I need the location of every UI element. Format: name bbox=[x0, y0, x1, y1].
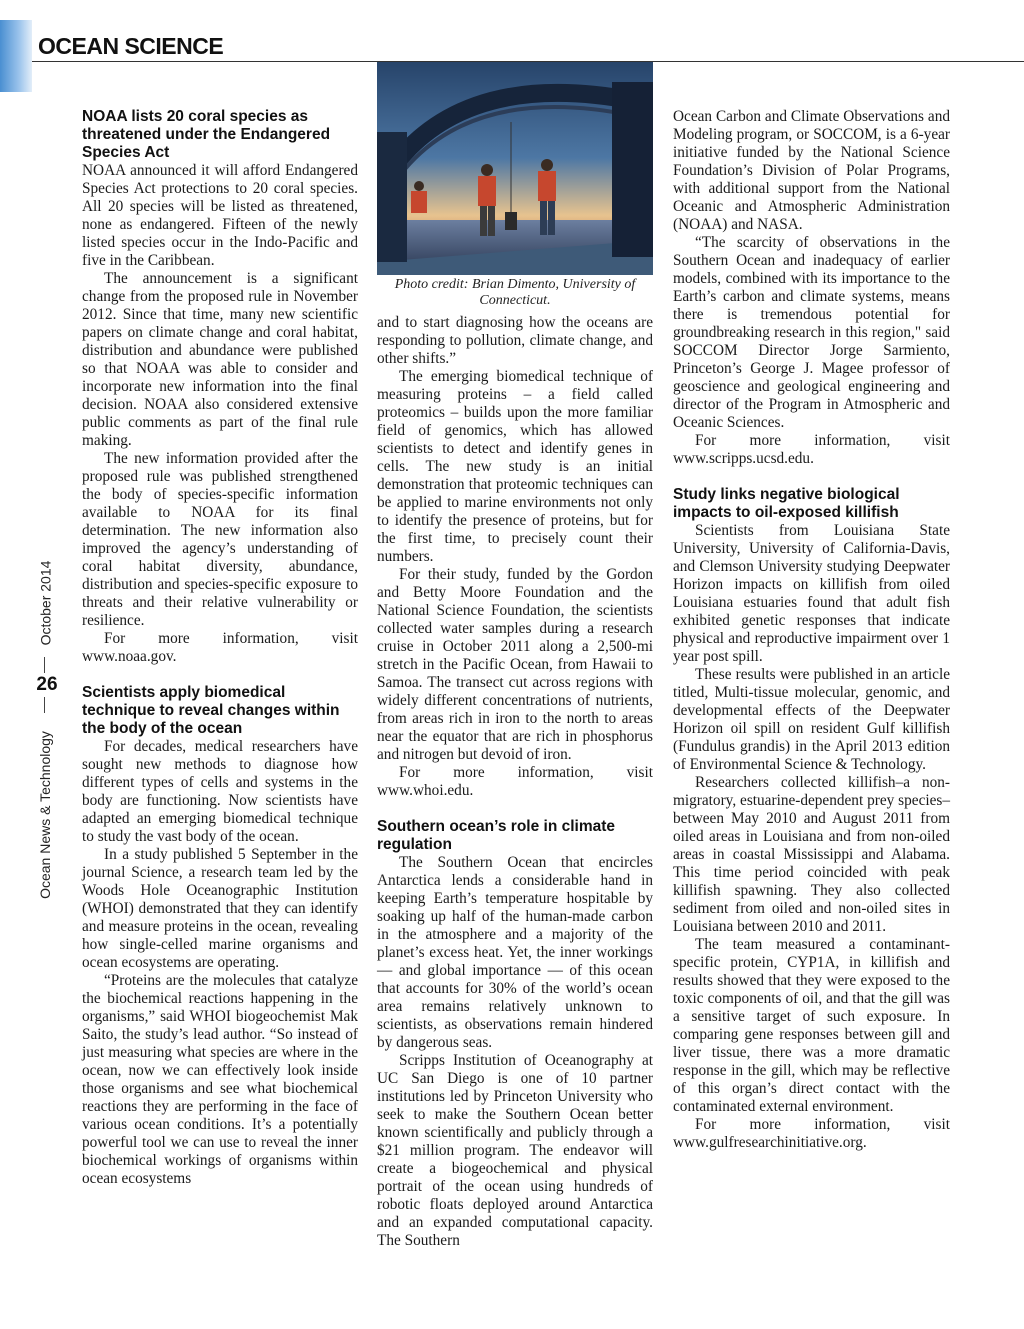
column-1 bbox=[82, 108, 358, 1188]
article-paragraph: For more information, visit www.scripps.ucsd.edu. bbox=[673, 432, 950, 467]
article-headline: Study links negative biological impacts to oil-exposed killifish bbox=[673, 486, 900, 521]
article-paragraph: Scientists from Louisiana State University, University of California-Davis, and Clemson University studying Deepwater Horizon impacts on killifish from oiled Louisiana estuaries found that adult fish exhibited genetic responses that indicate physical and reproductive impairment over 1 year post spill. bbox=[673, 522, 950, 665]
article-paragraph: The Southern Ocean that encircles Antarctica lends a considerable hand in keeping Earth’s temperature hospitable by soaking up half of the human-made carbon in the atmosphere and a majority of the planet’s excess heat. Yet, the inner workings — and global importance — of this ocean that accounts for 30% of the world’s ocean area remains relatively unknown to scientists, as observations remain hindered by dangerous seas. bbox=[377, 854, 653, 1051]
section-tab-accent bbox=[0, 20, 32, 92]
spine-footer bbox=[34, 553, 56, 913]
article-paragraph: The team measured a contaminant-specific protein, CYP1A, in killifish and results showed that they were exposed to the toxic components of oil, and that the gill was a sensitive target of such exposure. In comparing gene responses between gill and liver tissue, there was a more dramatic response in the gill, which may be reflective of this organ’s direct contact with the contaminated external environment. bbox=[673, 936, 950, 1115]
photo-caption: Photo credit: Brian Dimento, University of Connecticut. bbox=[394, 277, 636, 308]
article-paragraph: Ocean Carbon and Climate Observations and Modeling program, or SOCCOM, is a 6-year initiative funded by the National Science Foundation’s Division of Polar Programs, with additional support from the National Oceanic and Atmospheric Administration (NOAA) and NASA. bbox=[673, 108, 950, 233]
article-paragraph: The announcement is a significant change from the proposed rule in November 2012. Since that time, many new scientific papers on climate change and coral habitat, distribution and abundance were published so that NOAA was able to consider and incorporate new information into the final decision. NOAA also considered extensive public comments as part of the final rule making. bbox=[82, 270, 358, 449]
article-headline: Southern ocean’s role in climate regulation bbox=[377, 818, 616, 853]
article-paragraph: The new information provided after the proposed rule was published strengthened the body of species-specific information available to NOAA for its final determination. The new information also improved the agency’s understanding of coral habitat diversity, abundance, distribution and species-specific exposure to threats and their relative vulnerability or resilience. bbox=[82, 450, 358, 629]
article-paragraph: These results were published in an article titled, Multi-tissue molecular, genomic, and developmental effects of the Deepwater Horizon oil spill on resident Gulf killifish (Fundulus grandis) in the April 2013 edition of Environmental Science & Technology. bbox=[673, 666, 950, 773]
article-paragraph: “Proteins are the molecules that catalyze the biochemical reactions happening in the organisms,” said WHOI biogeochemist Mak Saito, the study’s lead author. “So instead of just measuring what species are where in the ocean, now we can effectively look inside those organisms and see what biochemical reactions they are performing in the face of various ocean conditions. It’s a potentially powerful tool we can use to reveal the inner biochemical workings of organisms within ocean ecosystems bbox=[82, 972, 358, 1187]
article-paragraph: For more information, visit www.noaa.gov. bbox=[82, 630, 358, 665]
article-headline: Scientists apply biomedical technique to reveal changes within the body of the ocean bbox=[82, 684, 340, 737]
article-paragraph: For more information, visit www.gulfresearchinitiative.org. bbox=[673, 1116, 950, 1151]
article-paragraph: The emerging biomedical technique of measuring proteins – a field called proteomics – builds upon the more familiar field of genomics, which has allowed scientists to detect and identify genes in cells. The new study is an initial demonstration that proteomic techniques can be applied to marine environments not only to identify the presence of proteins, but for the first time, to precisely count their numbers. bbox=[377, 368, 653, 565]
article-paragraph: “The scarcity of observations in the Southern Ocean and inadequacy of earlier models, combined with its importance to the Earth’s carbon and climate systems, means there is tremendous potential for groundbreaking research in this region," said SOCCOM Director Jorge Sarmiento, Princeton’s George J. Magee professor of geoscience and geological engineering and director of the Program in Atmospheric and Oceanic Sciences. bbox=[673, 234, 950, 431]
research-vessel-photo bbox=[377, 62, 653, 275]
article-photo bbox=[377, 62, 653, 275]
article-paragraph: Researchers collected killifish–a non-migratory, estuarine-dependent prey species–between May 2010 and August 2011 from oiled areas in Louisiana and from non-oiled areas in coastal Mississippi and Alabama. This time period coincided with peak killifish spawning. They also collected sediment from oiled and non-oiled sites in Louisiana between 2010 and 2011. bbox=[673, 774, 950, 935]
article-headline: NOAA lists 20 coral species as threatened under the Endangered Species Act bbox=[82, 108, 331, 161]
column-2 bbox=[377, 314, 653, 1250]
article-paragraph: For their study, funded by the Gordon and Betty Moore Foundation and the National Science Foundation, the scientists collected water samples during a research cruise in October 2011 along a 2,500-mi stretch in the Pacific Ocean, from Hawaii to Samoa. The transect cut across regions with widely different concentrations of nutrients, from areas rich in iron to the north to areas near the equator that are rich in phosphorus and nitrogen but devoid of iron. bbox=[377, 566, 653, 763]
article-paragraph: In a study published 5 September in the journal Science, a research team led by the Woods Hole Oceanographic Institution (WHOI) demonstrated that they can identify and measure proteins in the ocean, revealing how single-celled marine organisms and ocean ecosystems are operating. bbox=[82, 846, 358, 971]
column-3 bbox=[673, 108, 950, 1152]
article-paragraph: and to start diagnosing how the oceans are responding to pollution, climate change, and other shifts.” bbox=[377, 314, 653, 367]
publication-name: Ocean News & Technology bbox=[37, 730, 53, 899]
section-title: OCEAN SCIENCE bbox=[38, 33, 224, 59]
article-paragraph: Scripps Institution of Oceanography at UC San Diego is one of 10 partner institutions led by Princeton University who seek to make the Southern Ocean better known scientifically and publicly through a $21 million program. The endeavor will create a biogeochemical and physical portrait of the ocean using hundreds of robotic floats deployed around Antarctica and an expanded computational capacity. The Southern bbox=[377, 1052, 653, 1249]
issue-date: October 2014 bbox=[37, 560, 53, 646]
article-paragraph: For decades, medical researchers have sought new methods to diagnose how different types of cells and systems in the body are functioning. Now scientists have adapted an emerging biomedical technique to study the vast body of the ocean. bbox=[82, 738, 358, 845]
page-number: 26 bbox=[36, 674, 58, 695]
spine-rule bbox=[44, 697, 45, 713]
spine-rule bbox=[44, 657, 45, 673]
article-paragraph: NOAA announced it will afford Endangered Species Act protections to 20 coral species. All 20 species will be listed as threatened, none as endangered. Fifteen of the newly listed species occur in the Indo-Pacific and five in the Caribbean. bbox=[82, 162, 358, 269]
article-paragraph: For more information, visit www.whoi.edu. bbox=[377, 764, 653, 799]
